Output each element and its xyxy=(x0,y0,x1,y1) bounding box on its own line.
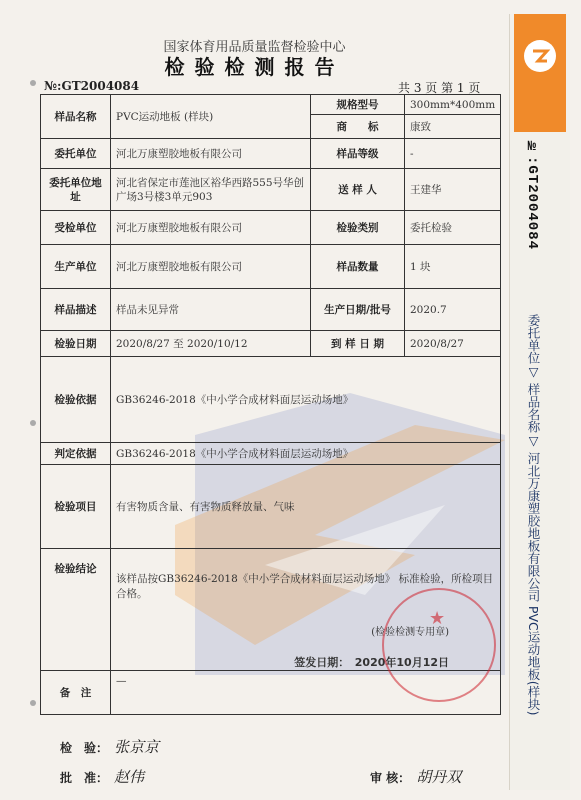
remark-value: — xyxy=(111,671,501,715)
conclusion-text: 该样品按GB36246-2018《中小学合成材料面层运动场地》 标准检验，所检项目合格。 xyxy=(116,573,494,600)
table-row xyxy=(41,443,501,465)
basis-value: GB36246-2018《中小学合成材料面层运动场地》 xyxy=(111,357,501,443)
judge-value: GB36246-2018《中小学合成材料面层运动场地》 xyxy=(111,443,501,465)
stamp-caption: (检验检测专用章) xyxy=(371,627,449,638)
approver-signature: 赵伟 xyxy=(114,768,145,786)
producer-label: 生产单位 xyxy=(41,245,111,289)
prod-date-value: 2020.7 xyxy=(405,289,501,331)
reviewer-label: 审 核： xyxy=(370,771,411,785)
official-seal xyxy=(382,588,496,702)
brand-value: 康致 xyxy=(405,115,501,139)
page-info: 共 3 页 第 1 页 xyxy=(398,81,481,95)
desc-value: 样品未见异常 xyxy=(111,289,311,331)
conclusion-label: 检验结论 xyxy=(41,549,111,671)
table-row xyxy=(41,357,501,443)
side-report-no: №:GT2004084 xyxy=(524,139,540,251)
sample-name-label: 样品名称 xyxy=(41,95,111,139)
org-name: 国家体育用品质量监督检验中心 xyxy=(163,40,346,55)
remark-label: 备 注 xyxy=(41,671,111,715)
side-strip xyxy=(509,14,570,790)
items-value: 有害物质含量、有害物质释放量、气味 xyxy=(111,465,501,549)
client-addr-label: 委托单位地址 xyxy=(41,169,111,211)
inspector-line xyxy=(60,736,159,757)
quantity-label: 样品数量 xyxy=(311,245,405,289)
seal-star-icon: ★ xyxy=(429,608,446,629)
table-row xyxy=(41,95,501,115)
quantity-value: 1 块 xyxy=(405,245,501,289)
logo-icon xyxy=(524,40,556,72)
reviewer-line xyxy=(370,766,461,787)
report-number: №:GT2004084 xyxy=(44,79,140,93)
client-value: 河北万康塑胶地板有限公司 xyxy=(111,139,311,169)
binding-hole xyxy=(30,700,36,706)
judge-label: 判定依据 xyxy=(41,443,111,465)
sender-value: 王建华 xyxy=(405,169,501,211)
approver-label: 批 准： xyxy=(60,771,109,785)
table-row xyxy=(41,289,501,331)
table-row xyxy=(41,139,501,169)
receiver-value: 河北万康塑胶地板有限公司 xyxy=(111,211,311,245)
sample-name-value: PVC运动地板 (样块) xyxy=(111,95,311,139)
arrive-date-label: 到 样 日 期 xyxy=(311,331,405,357)
test-date-value: 2020/8/27 至 2020/10/12 xyxy=(111,331,311,357)
model-label: 规格型号 xyxy=(311,95,405,115)
receiver-label: 受检单位 xyxy=(41,211,111,245)
category-label: 检验类别 xyxy=(311,211,405,245)
client-label: 委托单位 xyxy=(41,139,111,169)
inspector-label: 检 验： xyxy=(60,741,109,755)
test-date-label: 检验日期 xyxy=(41,331,111,357)
binding-hole xyxy=(30,80,36,86)
table-row xyxy=(41,211,501,245)
grade-label: 样品等级 xyxy=(311,139,405,169)
brand-label: 商 标 xyxy=(311,115,405,139)
binding-hole xyxy=(30,420,36,426)
inspector-signature: 张京京 xyxy=(114,738,160,756)
desc-label: 样品描述 xyxy=(41,289,111,331)
model-value: 300mm*400mm xyxy=(405,95,501,115)
sender-label: 送 样 人 xyxy=(311,169,405,211)
items-label: 检验项目 xyxy=(41,465,111,549)
brand-logo xyxy=(514,14,566,132)
report-title: 检验检测报告 xyxy=(164,55,345,79)
side-labels: 委托单位▽ 样品名称▽ 河北万康塑胶地板有限公司 PVC运动地板(样块) xyxy=(526,314,541,716)
approver-line xyxy=(60,766,144,787)
table-row xyxy=(41,245,501,289)
grade-value: - xyxy=(405,139,501,169)
category-value: 委托检验 xyxy=(405,211,501,245)
issue-date: 签发日期： 2020年10月12日 xyxy=(294,656,449,669)
client-addr-value: 河北省保定市莲池区裕华西路555号华创广场3号楼3单元903 xyxy=(111,169,311,211)
table-row xyxy=(41,465,501,549)
table-row xyxy=(41,169,501,211)
basis-label: 检验依据 xyxy=(41,357,111,443)
arrive-date-value: 2020/8/27 xyxy=(405,331,501,357)
reviewer-signature: 胡丹双 xyxy=(416,768,462,786)
producer-value: 河北万康塑胶地板有限公司 xyxy=(111,245,311,289)
table-row xyxy=(41,331,501,357)
prod-date-label: 生产日期/批号 xyxy=(311,289,405,331)
